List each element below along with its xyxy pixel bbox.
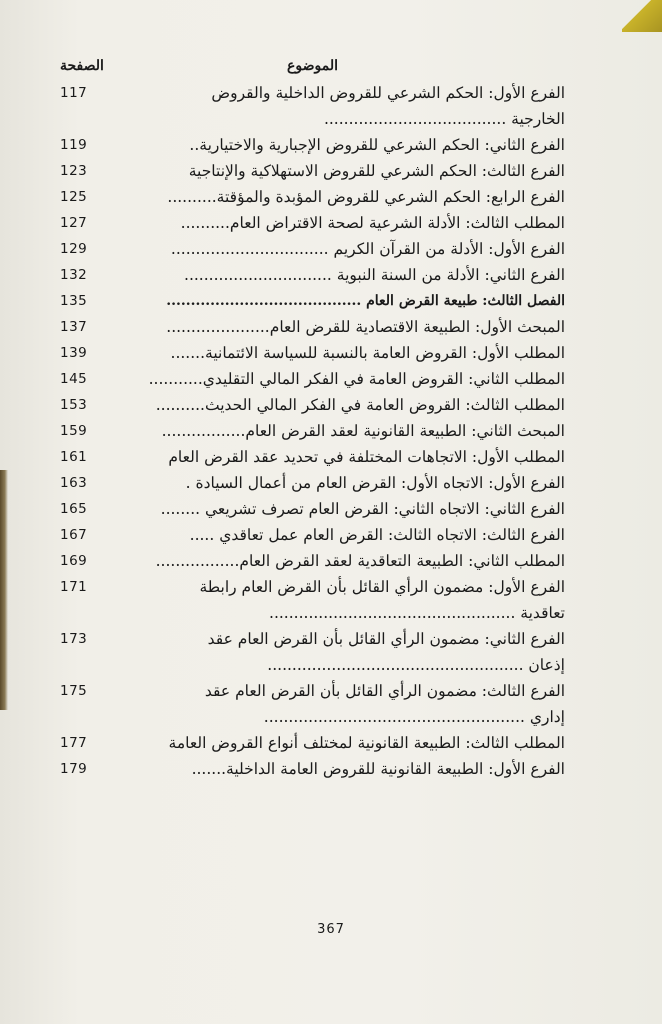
toc-entry-title-continuation: إذعان .................................................... <box>267 656 565 674</box>
toc-entry-page: 129 <box>60 241 88 257</box>
toc-entry-title <box>135 366 565 392</box>
toc-entry-page: 137 <box>60 319 88 335</box>
header-page: الصفحة <box>60 58 104 74</box>
toc-entry-title <box>135 184 565 210</box>
toc-entry-title <box>135 288 565 314</box>
toc-entry-title-line: الفرع الثاني: مضمون الرأي القائل بأن القرض العام عقد <box>207 630 565 648</box>
toc-entry-title <box>135 574 565 626</box>
toc-entry-title <box>135 522 565 548</box>
toc-entry <box>60 184 565 210</box>
toc-entry-title <box>135 340 565 366</box>
toc-entry <box>60 730 565 756</box>
toc-entry-title-line: الفرع الأول: الطبيعة القانونية للقروض العامة الداخلية....... <box>191 760 565 778</box>
toc-entry-page: 165 <box>60 501 88 517</box>
toc-entry-page: 132 <box>60 267 88 283</box>
toc-entry-title <box>135 80 565 132</box>
toc-entry-page: 119 <box>60 137 88 153</box>
toc-entry-title-line: المطلب الثاني: الطبيعة التعاقدية لعقد القرض العام................. <box>155 552 565 570</box>
toc-entry-title-line: الفرع الثالث: مضمون الرأي القائل بأن القرض العام عقد <box>204 682 565 700</box>
toc-entry-title <box>135 262 565 288</box>
toc-entry-title <box>135 392 565 418</box>
toc-entry <box>60 418 565 444</box>
toc-entry-page: 169 <box>60 553 88 569</box>
table-of-contents <box>60 58 565 782</box>
toc-entry-page: 123 <box>60 163 88 179</box>
toc-entry-title-line: الفرع الثاني: الأدلة من السنة النبوية .............................. <box>184 266 565 284</box>
toc-entry-title-line: الفصل الثالث: طبيعة القرض العام ........................................ <box>166 293 565 309</box>
toc-entry <box>60 158 565 184</box>
toc-entry <box>60 444 565 470</box>
toc-entry-title <box>135 314 565 340</box>
page-corner-decoration <box>622 0 662 32</box>
toc-entry-title-line: الفرع الثالث: الاتجاه الثالث: القرض العام عمل تعاقدي ..... <box>189 526 565 544</box>
toc-entry-page: 175 <box>60 683 88 699</box>
toc-entry-title-line: المطلب الثاني: القروض العامة في الفكر المالي التقليدي........... <box>148 370 565 388</box>
toc-entry-title <box>135 158 565 184</box>
toc-entry <box>60 496 565 522</box>
toc-entry-title <box>135 496 565 522</box>
toc-entry-title-line: الفرع الأول: الاتجاه الأول: القرض العام من أعمال السيادة . <box>185 474 565 492</box>
toc-entry-title <box>135 626 565 678</box>
toc-entry <box>60 314 565 340</box>
toc-entry-page: 139 <box>60 345 88 361</box>
toc-entry-title <box>135 730 565 756</box>
toc-entry-page: 117 <box>60 85 88 101</box>
toc-entry-page: 171 <box>60 579 88 595</box>
toc-entry <box>60 236 565 262</box>
toc-entry <box>60 210 565 236</box>
toc-entry-title-line: المبحث الأول: الطبيعة الاقتصادية للقرض العام..................... <box>166 318 565 336</box>
toc-entry-title <box>135 444 565 470</box>
toc-entry-title-continuation: إداري ..................................................... <box>263 708 565 726</box>
toc-entry-title <box>135 548 565 574</box>
toc-entry-title-line: المطلب الأول: الاتجاهات المختلفة في تحديد عقد القرض العام <box>168 448 565 466</box>
toc-entry <box>60 626 565 678</box>
toc-entry-title-line: المطلب الثالث: القروض العامة في الفكر المالي الحديث.......... <box>155 396 565 414</box>
toc-entry-title-continuation: الخارجية ..................................... <box>323 110 565 128</box>
toc-entry-title-continuation: تعاقدية .................................................. <box>269 604 565 622</box>
toc-entry-title <box>135 756 565 782</box>
toc-entry <box>60 288 565 314</box>
toc-entry <box>60 548 565 574</box>
toc-rows <box>60 80 565 782</box>
toc-entry <box>60 574 565 626</box>
toc-entry-title-line: الفرع الرابع: الحكم الشرعي للقروض المؤبدة والمؤقتة.......... <box>167 188 565 206</box>
toc-entry-page: 163 <box>60 475 88 491</box>
toc-entry-page: 145 <box>60 371 88 387</box>
page-edge-shadow <box>0 470 8 710</box>
toc-entry-page: 167 <box>60 527 88 543</box>
toc-entry <box>60 522 565 548</box>
toc-entry-title <box>135 132 565 158</box>
toc-entry-title <box>135 210 565 236</box>
toc-entry <box>60 756 565 782</box>
toc-entry-title-line: الفرع الأول: الحكم الشرعي للقروض الداخلية والقروض <box>211 84 565 102</box>
toc-entry <box>60 340 565 366</box>
toc-entry-page: 135 <box>60 293 88 309</box>
toc-entry-title-line: المطلب الثالث: الطبيعة القانونية لمختلف أنواع القروض العامة <box>168 734 565 752</box>
toc-entry-page: 127 <box>60 215 88 231</box>
toc-entry <box>60 678 565 730</box>
toc-entry-page: 177 <box>60 735 88 751</box>
toc-entry <box>60 392 565 418</box>
toc-entry <box>60 262 565 288</box>
header-topic: الموضوع <box>287 58 338 74</box>
toc-entry-title-line: الفرع الأول: الأدلة من القرآن الكريم ................................ <box>170 240 565 258</box>
toc-entry-title-line: الفرع الثالث: الحكم الشرعي للقروض الاستهلاكية والإنتاجية <box>188 162 565 180</box>
toc-entry-title <box>135 236 565 262</box>
toc-entry <box>60 80 565 132</box>
toc-entry <box>60 470 565 496</box>
toc-entry-title-line: المطلب الثالث: الأدلة الشرعية لصحة الاقتراض العام.......... <box>180 214 565 232</box>
toc-entry-title <box>135 418 565 444</box>
toc-entry-title <box>135 678 565 730</box>
toc-entry-title-line: الفرع الثاني: الحكم الشرعي للقروض الإجبارية والاختيارية.. <box>189 136 565 154</box>
toc-entry-title-line: المطلب الأول: القروض العامة بالنسبة للسياسة الائتمانية....... <box>170 344 565 362</box>
toc-entry-page: 153 <box>60 397 88 413</box>
toc-entry-title-line: المبحث الثاني: الطبيعة القانونية لعقد القرض العام................. <box>161 422 565 440</box>
toc-entry <box>60 366 565 392</box>
toc-entry-page: 159 <box>60 423 88 439</box>
toc-entry-page: 173 <box>60 631 88 647</box>
toc-entry-title-line: الفرع الأول: مضمون الرأي القائل بأن القرض العام رابطة <box>199 578 565 596</box>
toc-entry-title <box>135 470 565 496</box>
page-number: 367 <box>317 922 345 937</box>
toc-entry-title-line: الفرع الثاني: الاتجاه الثاني: القرض العام تصرف تشريعي ........ <box>160 500 565 518</box>
toc-entry-page: 161 <box>60 449 88 465</box>
toc-header <box>60 58 565 80</box>
toc-entry-page: 179 <box>60 761 88 777</box>
toc-entry <box>60 132 565 158</box>
toc-entry-page: 125 <box>60 189 88 205</box>
